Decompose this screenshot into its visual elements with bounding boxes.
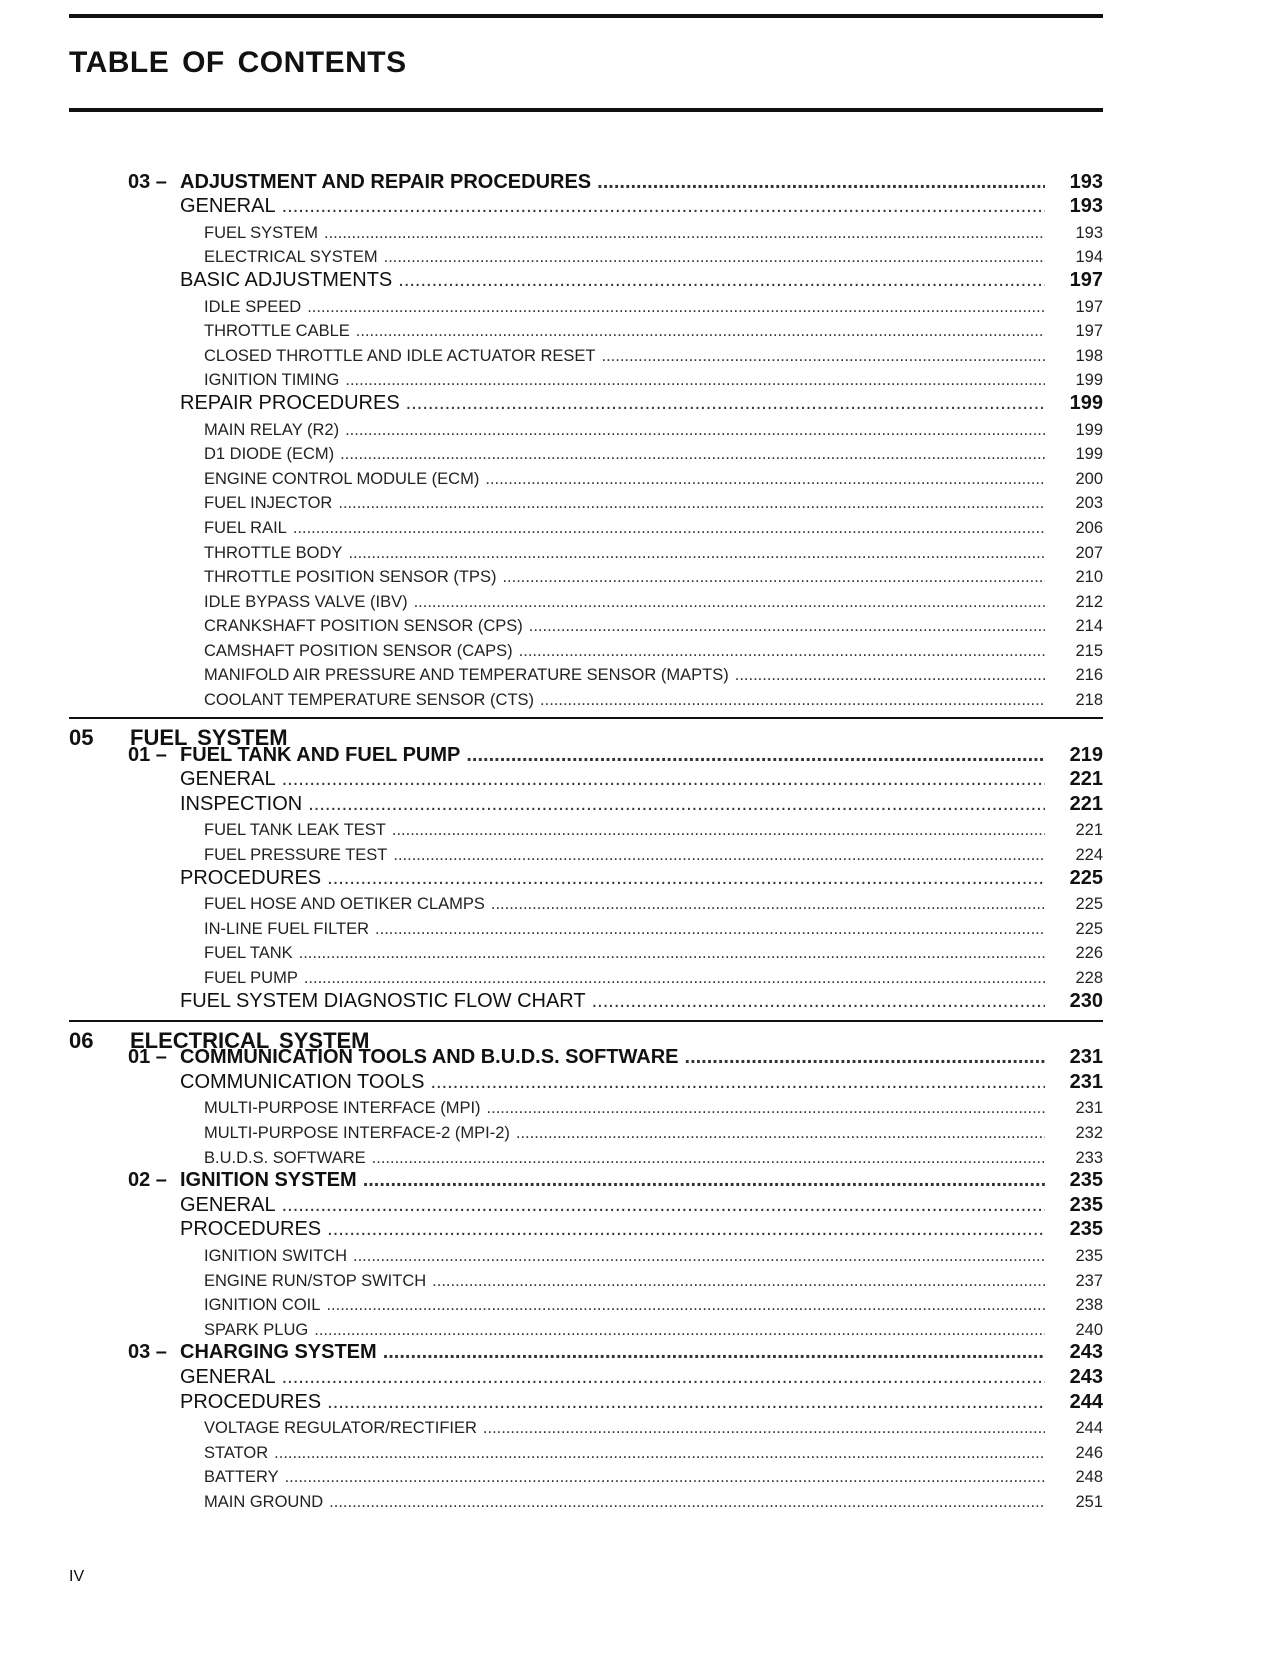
toc-entry-page: 231 <box>1069 1046 1103 1069</box>
dot-leader <box>398 269 1045 292</box>
dot-leader <box>483 1419 1045 1438</box>
dot-leader <box>392 821 1045 840</box>
toc-entry-title: BASIC ADJUSTMENTS <box>180 268 393 291</box>
dot-leader <box>314 1321 1045 1340</box>
toc-entry[interactable] <box>0 1392 1275 1417</box>
toc-entry-line <box>180 990 1051 1013</box>
toc-entry[interactable] <box>0 1244 1275 1269</box>
toc-entry-line <box>180 744 1051 767</box>
toc-entry-line <box>204 519 1051 538</box>
toc-entry[interactable] <box>0 1490 1275 1515</box>
toc-entry-page: 235 <box>1075 1246 1103 1265</box>
chapter-number: 01 – <box>128 743 167 766</box>
dot-leader <box>327 1391 1045 1414</box>
toc-entry-title: CHARGING SYSTEM <box>180 1341 377 1364</box>
dot-leader <box>597 171 1045 194</box>
toc-entry-page: 197 <box>1069 268 1103 291</box>
section-title: ELECTRICAL SYSTEM <box>130 1027 370 1053</box>
toc-entry-title: PROCEDURES <box>180 1390 322 1413</box>
toc-entry-title: COMMUNICATION TOOLS <box>180 1070 425 1093</box>
toc-entry-page: 230 <box>1069 989 1103 1012</box>
toc-entry-title: VOLTAGE REGULATOR/RECTIFIER <box>204 1419 477 1438</box>
toc-entry[interactable] <box>0 639 1275 664</box>
dot-leader <box>372 1149 1045 1168</box>
toc-entry-line <box>204 1321 1051 1340</box>
toc-entry[interactable] <box>0 1072 1275 1097</box>
header-top-rule <box>69 14 1103 18</box>
toc-entry-line <box>204 1468 1051 1487</box>
toc-entry-title: FUEL HOSE AND OETIKER CLAMPS <box>204 895 485 914</box>
toc-entry-page: 197 <box>1075 322 1103 341</box>
dot-leader <box>466 744 1045 767</box>
toc-entry[interactable] <box>0 688 1275 713</box>
toc-entry-title: MAIN RELAY (R2) <box>204 420 340 439</box>
toc-entry-page: 237 <box>1075 1271 1103 1290</box>
toc-entry[interactable] <box>0 1121 1275 1146</box>
dot-leader <box>432 1272 1045 1291</box>
chapter-number: 01 – <box>128 1046 167 1069</box>
toc-entry-page: 219 <box>1069 743 1103 766</box>
dot-leader <box>540 691 1045 710</box>
section-title: FUEL SYSTEM <box>130 725 288 751</box>
toc-entry-page: 193 <box>1069 195 1103 218</box>
toc-entry-line <box>204 1247 1051 1266</box>
toc-entry-title: BATTERY <box>204 1468 279 1487</box>
toc-entry[interactable] <box>0 1441 1275 1466</box>
toc-entry-line <box>180 1194 1051 1217</box>
header-bottom-rule <box>69 108 1103 112</box>
toc-entry-page: 212 <box>1075 592 1103 611</box>
dot-leader <box>338 494 1045 513</box>
toc-entry-line <box>180 1341 1051 1364</box>
toc-entry-page: 218 <box>1075 691 1103 710</box>
toc-entry-title: FUEL SYSTEM <box>204 223 318 242</box>
toc-entry[interactable] <box>0 246 1275 271</box>
dot-leader <box>384 248 1045 267</box>
dot-leader <box>406 392 1045 415</box>
toc-entry-title: THROTTLE CABLE <box>204 322 350 341</box>
toc-entry-page: 232 <box>1075 1123 1103 1142</box>
toc-entry-line <box>204 846 1051 865</box>
dot-leader <box>282 768 1045 791</box>
toc-entry-line <box>204 568 1051 587</box>
toc-entry-line <box>204 1419 1051 1438</box>
toc-entry-line <box>204 691 1051 710</box>
toc-entry-page: 225 <box>1069 866 1103 889</box>
section-header <box>0 713 1275 751</box>
section-header <box>0 1016 1275 1053</box>
dot-leader <box>393 846 1045 865</box>
toc-entry[interactable] <box>0 516 1275 541</box>
toc-entry[interactable] <box>0 393 1275 418</box>
toc-entry-page: 199 <box>1069 391 1103 414</box>
dot-leader <box>308 793 1045 816</box>
toc-entry-title: FUEL SYSTEM DIAGNOSTIC FLOW CHART <box>180 989 586 1012</box>
toc-entry-title: FUEL TANK <box>204 944 293 963</box>
toc-entry-page: 221 <box>1069 792 1103 815</box>
dot-leader <box>326 1296 1045 1315</box>
dot-leader <box>345 371 1045 390</box>
dot-leader <box>285 1468 1045 1487</box>
toc-entry-page: 233 <box>1075 1148 1103 1167</box>
toc-entry-line <box>180 1391 1051 1414</box>
toc-entry-line <box>204 421 1051 440</box>
toc-entry-page: 238 <box>1075 1296 1103 1315</box>
toc-entry-page: 224 <box>1075 846 1103 865</box>
toc-entry-title: IGNITION SYSTEM <box>180 1169 357 1192</box>
toc-entry[interactable] <box>0 270 1275 295</box>
toc-entry-title: REPAIR PROCEDURES <box>180 391 400 414</box>
toc-entry-line <box>180 392 1051 415</box>
toc-entry-page: 197 <box>1075 297 1103 316</box>
toc-entry-line <box>204 1493 1051 1512</box>
toc-entry-line <box>180 269 1051 292</box>
toc-entry-page: 203 <box>1075 494 1103 513</box>
toc-entry[interactable] <box>0 541 1275 566</box>
toc-entry-title: IDLE SPEED <box>204 297 302 316</box>
toc-entry-page: 235 <box>1069 1193 1103 1216</box>
toc-entry-title: COMMUNICATION TOOLS AND B.U.D.S. SOFTWARE <box>180 1046 679 1069</box>
toc-entry-line <box>180 195 1051 218</box>
toc-entry[interactable] <box>0 172 1275 197</box>
dot-leader <box>340 445 1045 464</box>
page-title: TABLE OF CONTENTS <box>69 46 407 79</box>
toc-entry-page: 243 <box>1069 1341 1103 1364</box>
toc-entry[interactable] <box>0 590 1275 615</box>
toc-entry[interactable] <box>0 745 1275 770</box>
dot-leader <box>592 990 1045 1013</box>
toc-entry-page: 226 <box>1075 944 1103 963</box>
toc-entry-title: ENGINE RUN/STOP SWITCH <box>204 1271 427 1290</box>
dot-leader <box>502 568 1045 587</box>
toc-entry[interactable] <box>0 942 1275 967</box>
toc-entry-line <box>204 944 1051 963</box>
toc-entry-line <box>180 768 1051 791</box>
toc-entry-line <box>204 617 1051 636</box>
section-divider <box>69 717 1103 719</box>
toc-entry-page: 251 <box>1075 1492 1103 1511</box>
toc-entry[interactable] <box>0 615 1275 640</box>
toc-entry-page: 235 <box>1069 1169 1103 1192</box>
toc-entry[interactable] <box>0 868 1275 893</box>
page-number-footer: IV <box>69 1568 85 1585</box>
toc-entry-page: 228 <box>1075 969 1103 987</box>
dot-leader <box>299 944 1045 963</box>
toc-entry[interactable] <box>0 1269 1275 1294</box>
toc-entry[interactable] <box>0 369 1275 394</box>
dot-leader <box>602 347 1046 366</box>
toc-entry-page: 214 <box>1075 617 1103 636</box>
toc-entry-page: 210 <box>1075 568 1103 587</box>
toc-entry-title: CRANKSHAFT POSITION SENSOR (CPS) <box>204 617 523 636</box>
toc-entry[interactable] <box>0 443 1275 468</box>
toc-entry-page: 199 <box>1075 420 1103 439</box>
toc-entry-page: 215 <box>1075 641 1103 660</box>
toc-entry-line <box>180 1218 1051 1241</box>
dot-leader <box>327 1218 1045 1241</box>
toc-entry[interactable] <box>0 1195 1275 1220</box>
section-number: 05 <box>69 725 94 751</box>
dot-leader <box>519 642 1045 661</box>
toc-entry[interactable] <box>0 991 1275 1016</box>
toc-entry[interactable] <box>0 893 1275 918</box>
toc-entry-line <box>204 445 1051 464</box>
toc-entry-line <box>180 1366 1051 1389</box>
toc-entry[interactable] <box>0 917 1275 942</box>
toc-entry-title: SPARK PLUG <box>204 1320 309 1339</box>
chapter-number: 02 – <box>128 1169 167 1192</box>
dot-leader <box>329 1493 1045 1512</box>
toc-entry-title: IN-LINE FUEL FILTER <box>204 919 370 938</box>
toc-entry-title: MAIN GROUND <box>204 1492 324 1511</box>
toc-entry-line <box>204 371 1051 390</box>
toc-entry[interactable] <box>0 1097 1275 1122</box>
dot-leader <box>282 1194 1045 1217</box>
toc-entry-title: CAMSHAFT POSITION SENSOR (CAPS) <box>204 641 513 660</box>
toc-entry[interactable] <box>0 1343 1275 1368</box>
toc-entry-title: FUEL PRESSURE TEST <box>204 846 388 865</box>
toc-entry-page: 244 <box>1069 1390 1103 1413</box>
toc-entry-page: 207 <box>1075 543 1103 562</box>
toc-entry-line <box>204 322 1051 341</box>
toc-entry-line <box>204 642 1051 661</box>
toc-entry-title: PROCEDURES <box>180 866 322 889</box>
toc-entry[interactable] <box>0 221 1275 246</box>
toc-entry-line <box>180 1046 1051 1069</box>
toc-entry-page: 243 <box>1069 1365 1103 1388</box>
toc-entry-line <box>204 470 1051 489</box>
dot-leader <box>529 617 1045 636</box>
toc-entry-line <box>204 666 1051 685</box>
toc-entry-title: COOLANT TEMPERATURE SENSOR (CTS) <box>204 691 535 710</box>
toc-entry[interactable] <box>0 197 1275 222</box>
section-number: 06 <box>69 1027 94 1053</box>
toc-entry-line <box>204 821 1051 840</box>
toc-entry-title: CLOSED THROTTLE AND IDLE ACTUATOR RESET <box>204 346 596 365</box>
toc-entry[interactable] <box>0 1466 1275 1491</box>
toc-entry-title: GENERAL <box>180 1365 276 1388</box>
toc-entry[interactable] <box>0 492 1275 517</box>
toc-entry-title: IDLE BYPASS VALVE (IBV) <box>204 592 408 611</box>
dot-leader <box>430 1071 1045 1094</box>
toc-entry[interactable] <box>0 467 1275 492</box>
toc-entry-page: 246 <box>1075 1443 1103 1462</box>
dot-leader <box>487 1099 1045 1118</box>
toc-entry-line <box>180 1071 1051 1094</box>
toc-entry-page: 199 <box>1075 371 1103 390</box>
toc-entry-page: 206 <box>1075 518 1103 537</box>
toc-entry-title: B.U.D.S. SOFTWARE <box>204 1148 366 1167</box>
toc-entry-line <box>204 1099 1051 1118</box>
toc-entry-title: MULTI-PURPOSE INTERFACE-2 (MPI-2) <box>204 1123 510 1142</box>
toc-entry-title: GENERAL <box>180 768 276 791</box>
dot-leader <box>735 666 1045 685</box>
dot-leader <box>282 195 1045 218</box>
toc-entry[interactable] <box>0 344 1275 369</box>
toc-entry[interactable] <box>0 1146 1275 1171</box>
toc-entry-line <box>204 969 1051 988</box>
dot-leader <box>685 1046 1045 1069</box>
toc-entry-title: PROCEDURES <box>180 1218 322 1241</box>
toc-entry-title: ADJUSTMENT AND REPAIR PROCEDURES <box>180 170 592 193</box>
dot-leader <box>327 867 1045 890</box>
dot-leader <box>293 519 1045 538</box>
toc-entry-line <box>204 347 1051 366</box>
toc-entry-title: GENERAL <box>180 195 276 218</box>
dot-leader <box>345 421 1045 440</box>
toc-entry[interactable] <box>0 1220 1275 1245</box>
chapter-number: 03 – <box>128 170 167 193</box>
toc-entry-page: 198 <box>1075 346 1103 365</box>
dot-leader <box>491 895 1045 914</box>
toc-entry-page: 235 <box>1069 1218 1103 1241</box>
toc-entry-line <box>204 920 1051 939</box>
dot-leader <box>414 593 1045 612</box>
toc-entry[interactable] <box>0 1171 1275 1196</box>
toc-entry-line <box>204 1444 1051 1463</box>
toc-entry-line <box>180 171 1051 194</box>
dot-leader <box>307 298 1045 317</box>
toc-entry-title: MANIFOLD AIR PRESSURE AND TEMPERATURE SENSOR (MAPTS) <box>204 666 729 685</box>
toc-entry-line <box>204 1124 1051 1143</box>
toc-entry-page: 199 <box>1075 445 1103 464</box>
toc-entry-line <box>204 1272 1051 1291</box>
toc-entry-line <box>204 895 1051 914</box>
toc-entry-title: IGNITION SWITCH <box>204 1246 347 1265</box>
toc-entry-page: 193 <box>1069 170 1103 193</box>
toc-entry-line <box>180 1169 1051 1192</box>
dot-leader <box>516 1124 1045 1143</box>
toc-entry-line <box>204 1149 1051 1168</box>
toc-entry-title: FUEL RAIL <box>204 518 287 537</box>
dot-leader <box>304 969 1045 988</box>
toc-entry-page: 240 <box>1075 1320 1103 1339</box>
dot-leader <box>485 470 1045 489</box>
toc-entry-line <box>180 793 1051 816</box>
toc-entry[interactable] <box>0 794 1275 819</box>
toc-entry-title: FUEL PUMP <box>204 969 298 987</box>
chapter-number: 03 – <box>128 1341 167 1364</box>
toc-entry-line <box>204 224 1051 243</box>
toc-entry[interactable] <box>0 819 1275 844</box>
toc-entry-title: FUEL TANK LEAK TEST <box>204 821 386 840</box>
toc-entry-page: 216 <box>1075 666 1103 685</box>
dot-leader <box>356 322 1045 341</box>
dot-leader <box>375 920 1045 939</box>
toc-entry-line <box>204 1296 1051 1315</box>
toc-entry[interactable] <box>0 966 1275 991</box>
toc-entry[interactable] <box>0 1367 1275 1392</box>
toc-entry[interactable] <box>0 1318 1275 1343</box>
dot-leader <box>324 224 1045 243</box>
table-of-contents <box>0 172 1275 1515</box>
toc-entry-title: THROTTLE POSITION SENSOR (TPS) <box>204 568 497 587</box>
toc-entry-page: 200 <box>1075 469 1103 488</box>
toc-entry[interactable] <box>0 1294 1275 1319</box>
toc-entry-title: ENGINE CONTROL MODULE (ECM) <box>204 469 480 488</box>
toc-entry-page: 231 <box>1069 1070 1103 1093</box>
toc-entry-line <box>204 248 1051 267</box>
dot-leader <box>353 1247 1045 1266</box>
toc-entry[interactable] <box>0 770 1275 795</box>
toc-entry-page: 193 <box>1075 223 1103 242</box>
toc-entry-line <box>204 494 1051 513</box>
toc-entry-title: IGNITION COIL <box>204 1296 321 1315</box>
toc-entry-title: D1 DIODE (ECM) <box>204 445 335 464</box>
toc-entry-line <box>204 593 1051 612</box>
toc-entry-title: INSPECTION <box>180 792 303 815</box>
toc-entry[interactable] <box>0 418 1275 443</box>
toc-entry-page: 225 <box>1075 919 1103 938</box>
toc-entry-title: FUEL INJECTOR <box>204 494 333 513</box>
toc-entry-line <box>180 867 1051 890</box>
toc-entry[interactable] <box>0 664 1275 689</box>
dot-leader <box>282 1366 1045 1389</box>
section-divider <box>69 1020 1103 1022</box>
toc-entry-title: GENERAL <box>180 1193 276 1216</box>
toc-entry-line <box>204 544 1051 563</box>
dot-leader <box>383 1341 1045 1364</box>
toc-entry-page: 221 <box>1075 821 1103 840</box>
toc-entry-title: THROTTLE BODY <box>204 543 343 562</box>
dot-leader <box>348 544 1045 563</box>
toc-entry[interactable] <box>0 320 1275 345</box>
toc-entry-page: 221 <box>1069 768 1103 791</box>
toc-entry-page: 194 <box>1075 248 1103 267</box>
toc-entry-line <box>204 298 1051 317</box>
toc-entry[interactable] <box>0 843 1275 868</box>
dot-leader <box>274 1444 1045 1463</box>
toc-entry[interactable] <box>0 566 1275 591</box>
toc-entry[interactable] <box>0 1417 1275 1442</box>
toc-entry[interactable] <box>0 1048 1275 1073</box>
toc-entry-title: FUEL TANK AND FUEL PUMP <box>180 743 461 766</box>
toc-entry-title: IGNITION TIMING <box>204 371 340 390</box>
toc-entry-title: MULTI-PURPOSE INTERFACE (MPI) <box>204 1099 481 1118</box>
toc-entry-page: 225 <box>1075 895 1103 914</box>
toc-entry-page: 231 <box>1075 1099 1103 1118</box>
toc-entry-title: STATOR <box>204 1443 269 1462</box>
dot-leader <box>363 1169 1045 1192</box>
toc-entry-page: 244 <box>1075 1419 1103 1438</box>
toc-entry-title: ELECTRICAL SYSTEM <box>204 248 378 267</box>
toc-entry[interactable] <box>0 295 1275 320</box>
toc-entry-page: 248 <box>1075 1468 1103 1487</box>
